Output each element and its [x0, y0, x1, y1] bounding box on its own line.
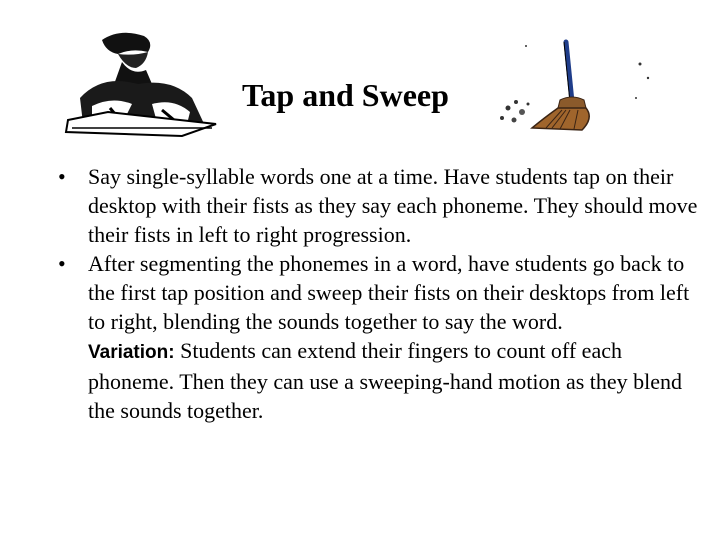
bullet-item	[58, 162, 698, 249]
variation-label: Variation:	[88, 342, 175, 363]
bullet-text: After segmenting the phonemes in a word, have students go back to the first tap position and sweep their fists on their desktops from left to right, blending the sounds together to say the word.	[88, 251, 690, 334]
slide-body	[58, 162, 698, 425]
bullet-text: Say single-syllable words one at a time. Have students tap on their desktop with their fists as they say each phoneme. They should move their fists in left to right progression.	[88, 164, 698, 247]
bullet-item	[58, 249, 698, 336]
bullet-marker: •	[58, 251, 66, 276]
variation-text: Students can extend their fingers to count off each phoneme. Then they can use a sweeping-hand motion as they blend the sounds together.	[88, 338, 683, 423]
broom-sweeping-clipart	[488, 38, 668, 138]
bullet-marker: •	[58, 164, 66, 189]
variation-note	[58, 336, 698, 425]
slide-title: Tap and Sweep	[242, 77, 449, 113]
man-tapping-clipart	[62, 28, 222, 140]
